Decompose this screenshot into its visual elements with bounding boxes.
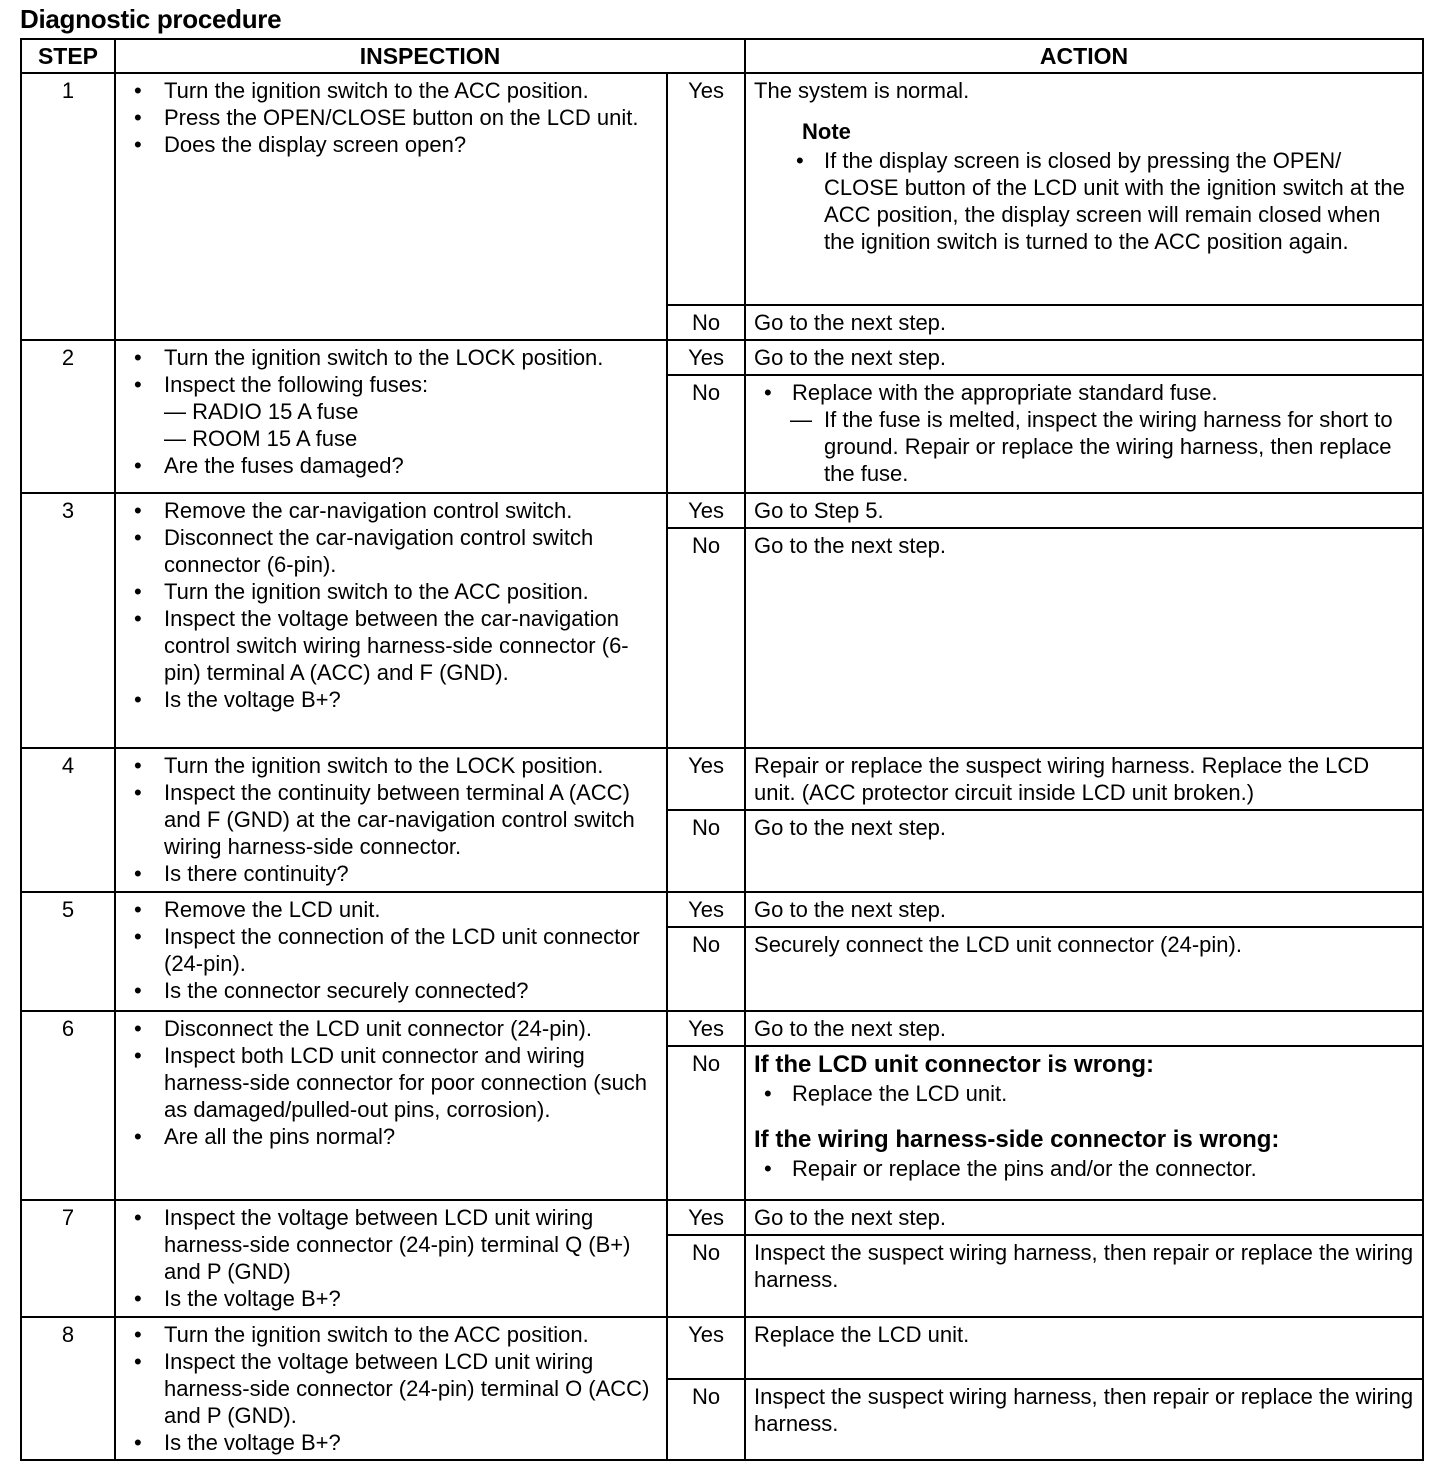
step-number: 6 xyxy=(21,1011,115,1200)
inspection-cell xyxy=(115,892,667,1011)
header-step: STEP xyxy=(21,39,115,73)
no-label: No xyxy=(667,810,745,892)
yes-action xyxy=(745,73,1423,305)
inspection-item: • Remove the car-navigation control switch. xyxy=(164,497,658,524)
inspection-item: • Turn the ignition switch to the ACC position. xyxy=(164,77,658,104)
inspection-item: • Does the display screen open? xyxy=(164,131,658,158)
fuse-item: — ROOM 15 A fuse xyxy=(164,426,358,451)
inspection-item: • Is there continuity? xyxy=(164,860,658,887)
yes-action: Go to the next step. xyxy=(745,1011,1423,1046)
no-label: No xyxy=(667,528,745,748)
step-number: 7 xyxy=(21,1200,115,1317)
yes-label: Yes xyxy=(667,748,745,810)
no-action xyxy=(745,1046,1423,1200)
yes-action: Replace the LCD unit. xyxy=(745,1317,1423,1379)
inspection-cell xyxy=(115,73,667,340)
inspection-item: • Are all the pins normal? xyxy=(164,1123,658,1150)
inspection-item: • Inspect the voltage between LCD unit wiring harness-side connector (24-pin) terminal O (ACC) and P (GND). xyxy=(164,1348,658,1429)
action-item: • Repair or replace the pins and/or the connector. xyxy=(792,1155,1414,1182)
yes-label: Yes xyxy=(667,340,745,375)
inspection-item: • Inspect both LCD unit connector and wiring harness-side connector for poor connection (such as damaged/pulled-out pins, corrosion). xyxy=(164,1042,658,1123)
inspection-item: • Are the fuses damaged? xyxy=(164,452,658,479)
fuse-item: — RADIO 15 A fuse xyxy=(164,399,359,424)
inspection-item-text: Inspect the following fuses: xyxy=(164,372,429,397)
step-number: 4 xyxy=(21,748,115,892)
yes-label: Yes xyxy=(667,73,745,305)
no-action: Securely connect the LCD unit connector (24-pin). xyxy=(745,927,1423,1011)
inspection-item: • Inspect the voltage between the car-navigation control switch wiring harness-side connector (6-pin) terminal A (ACC) and F (GND). xyxy=(164,605,658,686)
step-number: 2 xyxy=(21,340,115,493)
inspection-item xyxy=(164,371,658,452)
inspection-item: • Turn the ignition switch to the ACC position. xyxy=(164,1321,658,1348)
header-action: ACTION xyxy=(745,39,1423,73)
inspection-item: • Is the voltage B+? xyxy=(164,1429,658,1456)
fuse-label: RADIO 15 A fuse xyxy=(192,399,359,424)
no-label: No xyxy=(667,927,745,1011)
inspection-item: • Turn the ignition switch to the ACC position. xyxy=(164,578,658,605)
page-title: Diagnostic procedure xyxy=(20,4,282,34)
no-action: Inspect the suspect wiring harness, then repair or replace the wiring harness. xyxy=(745,1235,1423,1317)
step-number: 3 xyxy=(21,493,115,748)
yes-action: Go to the next step. xyxy=(745,892,1423,927)
step-number: 1 xyxy=(21,73,115,340)
no-action xyxy=(745,375,1423,493)
no-action: Inspect the suspect wiring harness, then repair or replace the wiring harness. xyxy=(745,1379,1423,1460)
yes-action: Go to the next step. xyxy=(745,1200,1423,1235)
note-item: • If the display screen is closed by pressing the OPEN/ CLOSE button of the LCD unit with the ignition switch at the ACC position, the display screen will remain closed when the ignition switch is turned to the ACC position again. xyxy=(824,147,1414,255)
no-label: No xyxy=(667,1235,745,1317)
step-number: 8 xyxy=(21,1317,115,1460)
inspection-cell xyxy=(115,340,667,493)
action-item xyxy=(792,379,1414,406)
inspection-item: • Press the OPEN/CLOSE button on the LCD unit. xyxy=(164,104,658,131)
no-action: Go to the next step. xyxy=(745,528,1423,748)
action-text: The system is normal. xyxy=(754,78,970,103)
yes-action: Go to the next step. xyxy=(745,340,1423,375)
no-action: Go to the next step. xyxy=(745,810,1423,892)
inspection-cell xyxy=(115,1200,667,1317)
yes-action: Repair or replace the suspect wiring harness. Replace the LCD unit. (ACC protector circuit inside LCD unit broken.) xyxy=(745,748,1423,810)
inspection-cell xyxy=(115,1011,667,1200)
inspection-item: • Disconnect the car-navigation control switch connector (6-pin). xyxy=(164,524,658,578)
inspection-item: • Is the voltage B+? xyxy=(164,1285,658,1312)
inspection-item: • Remove the LCD unit. xyxy=(164,896,658,923)
no-action: Go to the next step. xyxy=(745,305,1423,340)
fuse-label: ROOM 15 A fuse xyxy=(192,426,358,451)
action-subitem: — If the fuse is melted, inspect the wiring harness for short to ground. Repair or replace the wiring harness, then replace the fuse. xyxy=(824,406,1414,487)
action-heading: If the wiring harness-side connector is wrong: xyxy=(754,1126,1280,1153)
action-heading: If the LCD unit connector is wrong: xyxy=(754,1051,1154,1078)
inspection-item: • Is the voltage B+? xyxy=(164,686,658,713)
yes-action: Go to Step 5. xyxy=(745,493,1423,528)
yes-label: Yes xyxy=(667,1011,745,1046)
no-label: No xyxy=(667,1046,745,1200)
inspection-cell xyxy=(115,1317,667,1460)
action-item-text: Replace with the appropriate standard fuse. xyxy=(792,380,1218,405)
inspection-item: • Inspect the connection of the LCD unit connector (24-pin). xyxy=(164,923,658,977)
inspection-item: • Turn the ignition switch to the LOCK position. xyxy=(164,344,658,371)
no-label: No xyxy=(667,1379,745,1460)
yes-label: Yes xyxy=(667,493,745,528)
inspection-item: • Inspect the continuity between terminal A (ACC) and F (GND) at the car-navigation control switch wiring harness-side connector. xyxy=(164,779,658,860)
no-label: No xyxy=(667,305,745,340)
diagnostic-table xyxy=(20,38,1424,1461)
yes-label: Yes xyxy=(667,892,745,927)
yes-label: Yes xyxy=(667,1317,745,1379)
inspection-item: • Disconnect the LCD unit connector (24-pin). xyxy=(164,1015,658,1042)
action-item: • Replace the LCD unit. xyxy=(792,1080,1414,1107)
inspection-item: • Inspect the voltage between LCD unit wiring harness-side connector (24-pin) terminal Q (B+) and P (GND) xyxy=(164,1204,658,1285)
inspection-cell xyxy=(115,493,667,748)
inspection-item: • Turn the ignition switch to the LOCK position. xyxy=(164,752,658,779)
header-inspection: INSPECTION xyxy=(115,39,745,73)
yes-label: Yes xyxy=(667,1200,745,1235)
inspection-cell xyxy=(115,748,667,892)
step-number: 5 xyxy=(21,892,115,1011)
no-label: No xyxy=(667,375,745,493)
note-title: Note xyxy=(802,119,851,144)
inspection-item: • Is the connector securely connected? xyxy=(164,977,658,1004)
